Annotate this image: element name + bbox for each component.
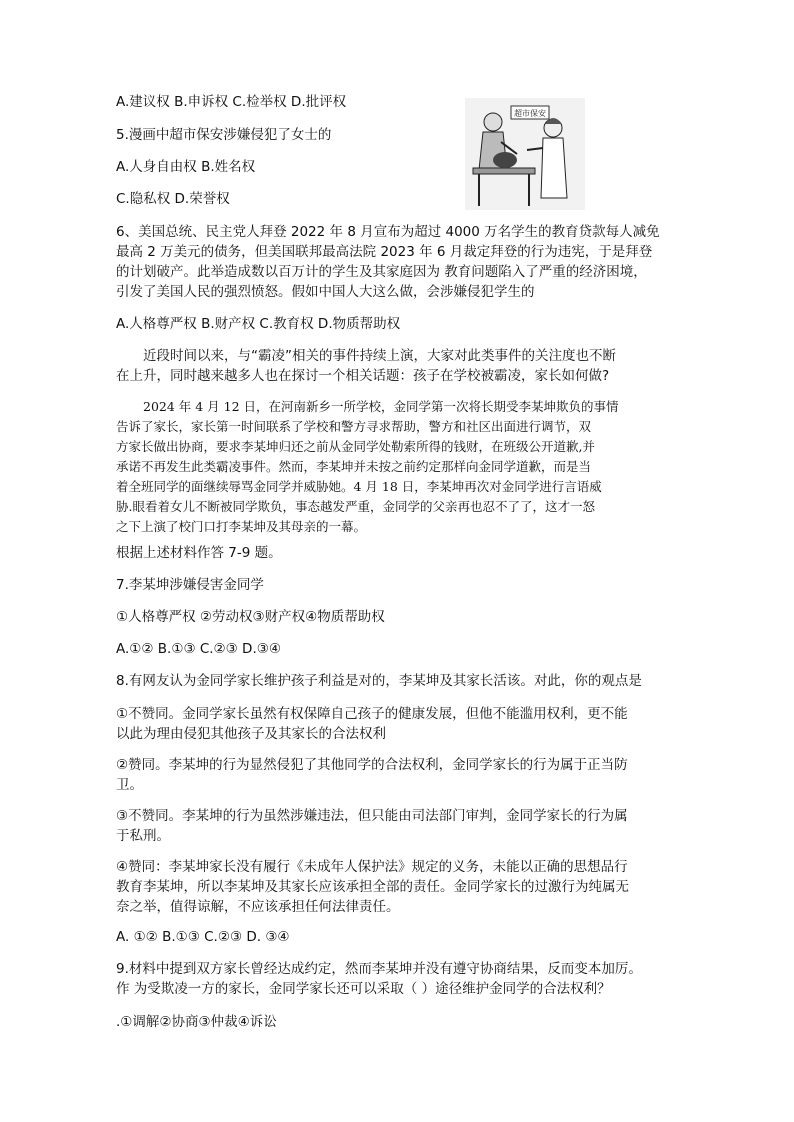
q9-line-2: 作 为受欺凌一方的家长，金同学家长还可以采取（ ）途径维护金同学的合法权利？ <box>116 981 611 997</box>
cartoon-sign: 超市保安 <box>514 109 546 118</box>
material-line-6: 胁.眼看着女儿不断被同学欺负，事态越发严重，金同学的父亲再也忍不了了，这才一怒 <box>116 499 595 514</box>
q8-opt2-line-2: 卫。 <box>116 777 143 793</box>
material-line-5: 着全班同学的面继续辱骂金同学并威胁她。4 月 18 日，李某坤再次对金同学进行言语威 <box>116 479 602 494</box>
q6-line-1: 6、美国总统、民主党人拜登 2022 年 8 月宣布为超过 4000 万名学生的教育贷款每人减免 <box>116 224 660 240</box>
material-line-4: 承诺不再发生此类霸凌事件。然而，李某坤并未按之前约定那样向金同学道歉，而是当 <box>116 459 592 474</box>
material-line-1: 2024 年 4 月 12 日，在河南新乡一所学校，金同学第一次将长期受李某坤欺负的事情 <box>143 399 619 414</box>
q8-opt3-line-2: 于私刑。 <box>116 828 170 844</box>
q8-opt1-line-2: 以此为理由侵犯其他孩子及其家长的合法权利 <box>116 726 386 742</box>
q6-line-3: 的计划破产。此举造成数以百万计的学生及其家庭因为 教育问题陷入了严重的经济困境， <box>116 264 647 280</box>
q5-options-cd: C.隐私权 D.荣誉权 <box>116 191 230 207</box>
q5-options-ab: A.人身自由权 B.姓名权 <box>116 159 256 175</box>
q9-items: .①调解②协商③仲裁④诉讼 <box>116 1014 277 1030</box>
q8-opt2-line-1: ②赞同。李某坤的行为显然侵犯了其他同学的合法权利，金同学家长的行为属于正当防 <box>116 757 628 773</box>
q7-options: A.①② B.①③ C.②③ D.③④ <box>116 641 281 657</box>
q8-options: A. ①② B.①③ C.②③ D. ③④ <box>116 929 290 945</box>
q4-options: A.建议权 B.申诉权 C.检举权 D.批评权 <box>116 94 347 110</box>
q6-line-2: 最高 2 万美元的债务，但美国联邦最高法院 2023 年 6 月裁定拜登的行为违宪，于是拜登 <box>116 244 653 260</box>
q8-opt3-line-1: ③不赞同。李某坤的行为虽然涉嫌违法，但只能由司法部门审判，金同学家长的行为属 <box>116 808 628 824</box>
cartoon-drawing <box>465 98 585 210</box>
intro-line-1: 近段时间以来，与“霸凌”相关的事件持续上演，大家对此类事件的关注度也不断 <box>143 348 616 364</box>
q5-stem: 5.漫画中超市保安涉嫌侵犯了女士的 <box>116 127 332 143</box>
q7-items: ①人格尊严权 ②劳动权③财产权④物质帮助权 <box>116 609 385 625</box>
material-line-3: 方家长做出协商，要求李某坤归还之前从金同学处勒索所得的钱财，在班级公开道歉,并 <box>116 439 595 454</box>
q6-options: A.人格尊严权 B.财产权 C.教育权 D.物质帮助权 <box>116 316 401 332</box>
q8-opt4-line-2: 教育李某坤，所以李某坤及其家长应该承担全部的责任。金同学家长的过激行为纯属无 <box>116 879 629 895</box>
material-line-7: 之下上演了校门口打李某坤及其母亲的一幕。 <box>116 519 367 534</box>
q8-opt4-line-1: ④赞同：李某坤家长没有履行《未成年人保护法》规定的义务，未能以正确的思想品行 <box>116 859 628 875</box>
material-line-2: 告诉了家长，家长第一时间联系了学校和警方寻求帮助，警方和社区出面进行调节，双 <box>116 419 592 434</box>
q8-stem: 8.有网友认为金同学家长维护孩子利益是对的，李某坤及其家长活该。对此，你的观点是 <box>116 673 642 689</box>
q9-line-1: 9.材料中提到双方家长曾经达成约定，然而李某坤并没有遵守协商结果，反而变本加厉。 <box>116 961 642 977</box>
q8-opt4-line-3: 奈之举，值得谅解，不应该承担任何法律责任。 <box>116 899 400 915</box>
q7-stem: 7.李某坤涉嫌侵害金同学 <box>116 577 264 593</box>
intro-line-2: 在上升，同时越来越多人也在探讨一个相关话题：孩子在学校被霸凌，家长如何做? <box>116 368 610 384</box>
q5-cartoon <box>465 98 585 210</box>
instruction: 根据上述材料作答 7-9 题。 <box>116 545 282 561</box>
q6-line-4: 引发了美国人民的强烈愤怒。假如中国人大这么做，会涉嫌侵犯学生的 <box>116 284 535 300</box>
q8-opt1-line-1: ①不赞同。金同学家长虽然有权保障自己孩子的健康发展，但他不能滥用权利，更不能 <box>116 706 628 722</box>
